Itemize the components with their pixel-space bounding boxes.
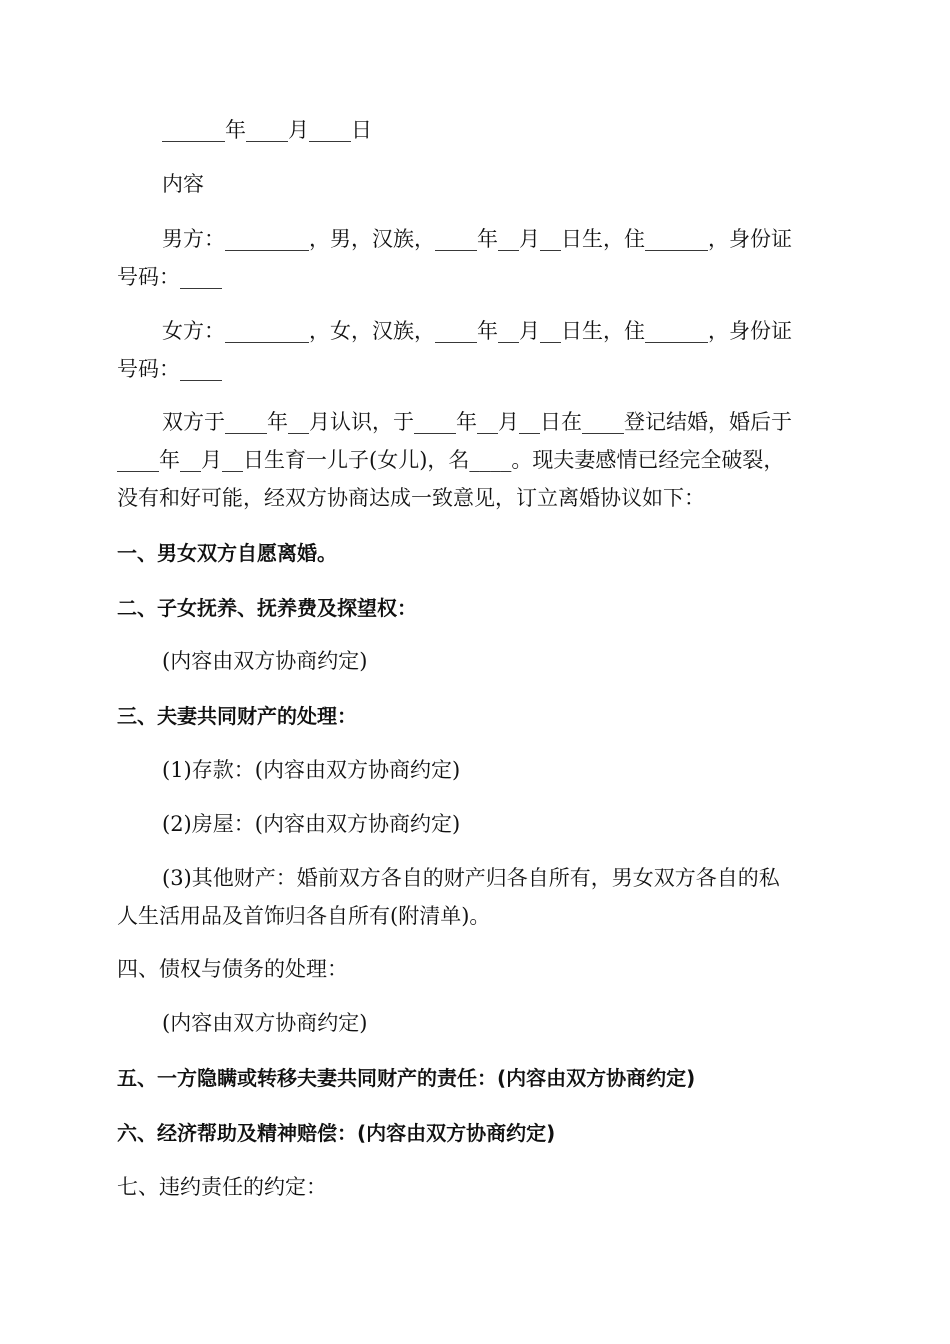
female-party-line-2: 号码：____ (117, 357, 222, 381)
section-2-heading: 二、子女抚养、抚养费及探望权： (117, 596, 417, 620)
section-3-item-3-line-2: 人生活用品及首饰归各自所有(附清单)。 (117, 904, 491, 928)
section-2-body: (内容由双方协商约定) (162, 649, 368, 673)
female-party-line-1: 女方：________，女，汉族，____年__月__日生，住______，身份证 (162, 319, 792, 343)
intro-line-2: ____年__月__日生育一儿子(女儿)，名____。现夫妻感情已经完全破裂， (117, 448, 785, 472)
section-6-heading: 六、经济帮助及精神赔偿：(内容由双方协商约定) (117, 1121, 556, 1145)
section-3-item-2: (2)房屋：(内容由双方协商约定) (162, 812, 461, 836)
intro-line-3: 没有和好可能，经双方协商达成一致意见，订立离婚协议如下： (117, 486, 705, 510)
section-4-heading: 四、债权与债务的处理： (117, 957, 348, 981)
content-label: 内容 (162, 172, 204, 196)
section-4-body: (内容由双方协商约定) (162, 1011, 368, 1035)
date-line: ______年____月____日 (162, 118, 372, 142)
male-party-line-1: 男方：________，男，汉族，____年__月__日生，住______，身份证 (162, 227, 792, 251)
section-5-heading: 五、一方隐瞒或转移夫妻共同财产的责任：(内容由双方协商约定) (117, 1066, 696, 1090)
intro-line-1: 双方于____年__月认识，于____年__月__日在____登记结婚，婚后于 (162, 410, 792, 434)
male-party-line-2: 号码：____ (117, 265, 222, 289)
section-1-heading: 一、男女双方自愿离婚。 (117, 541, 337, 565)
section-3-item-1: (1)存款：(内容由双方协商约定) (162, 758, 461, 782)
section-7-heading: 七、违约责任的约定： (117, 1175, 327, 1199)
section-3-item-3-line-1: (3)其他财产：婚前双方各自的财产归各自所有，男女双方各自的私 (162, 866, 780, 890)
section-3-heading: 三、夫妻共同财产的处理： (117, 704, 357, 728)
